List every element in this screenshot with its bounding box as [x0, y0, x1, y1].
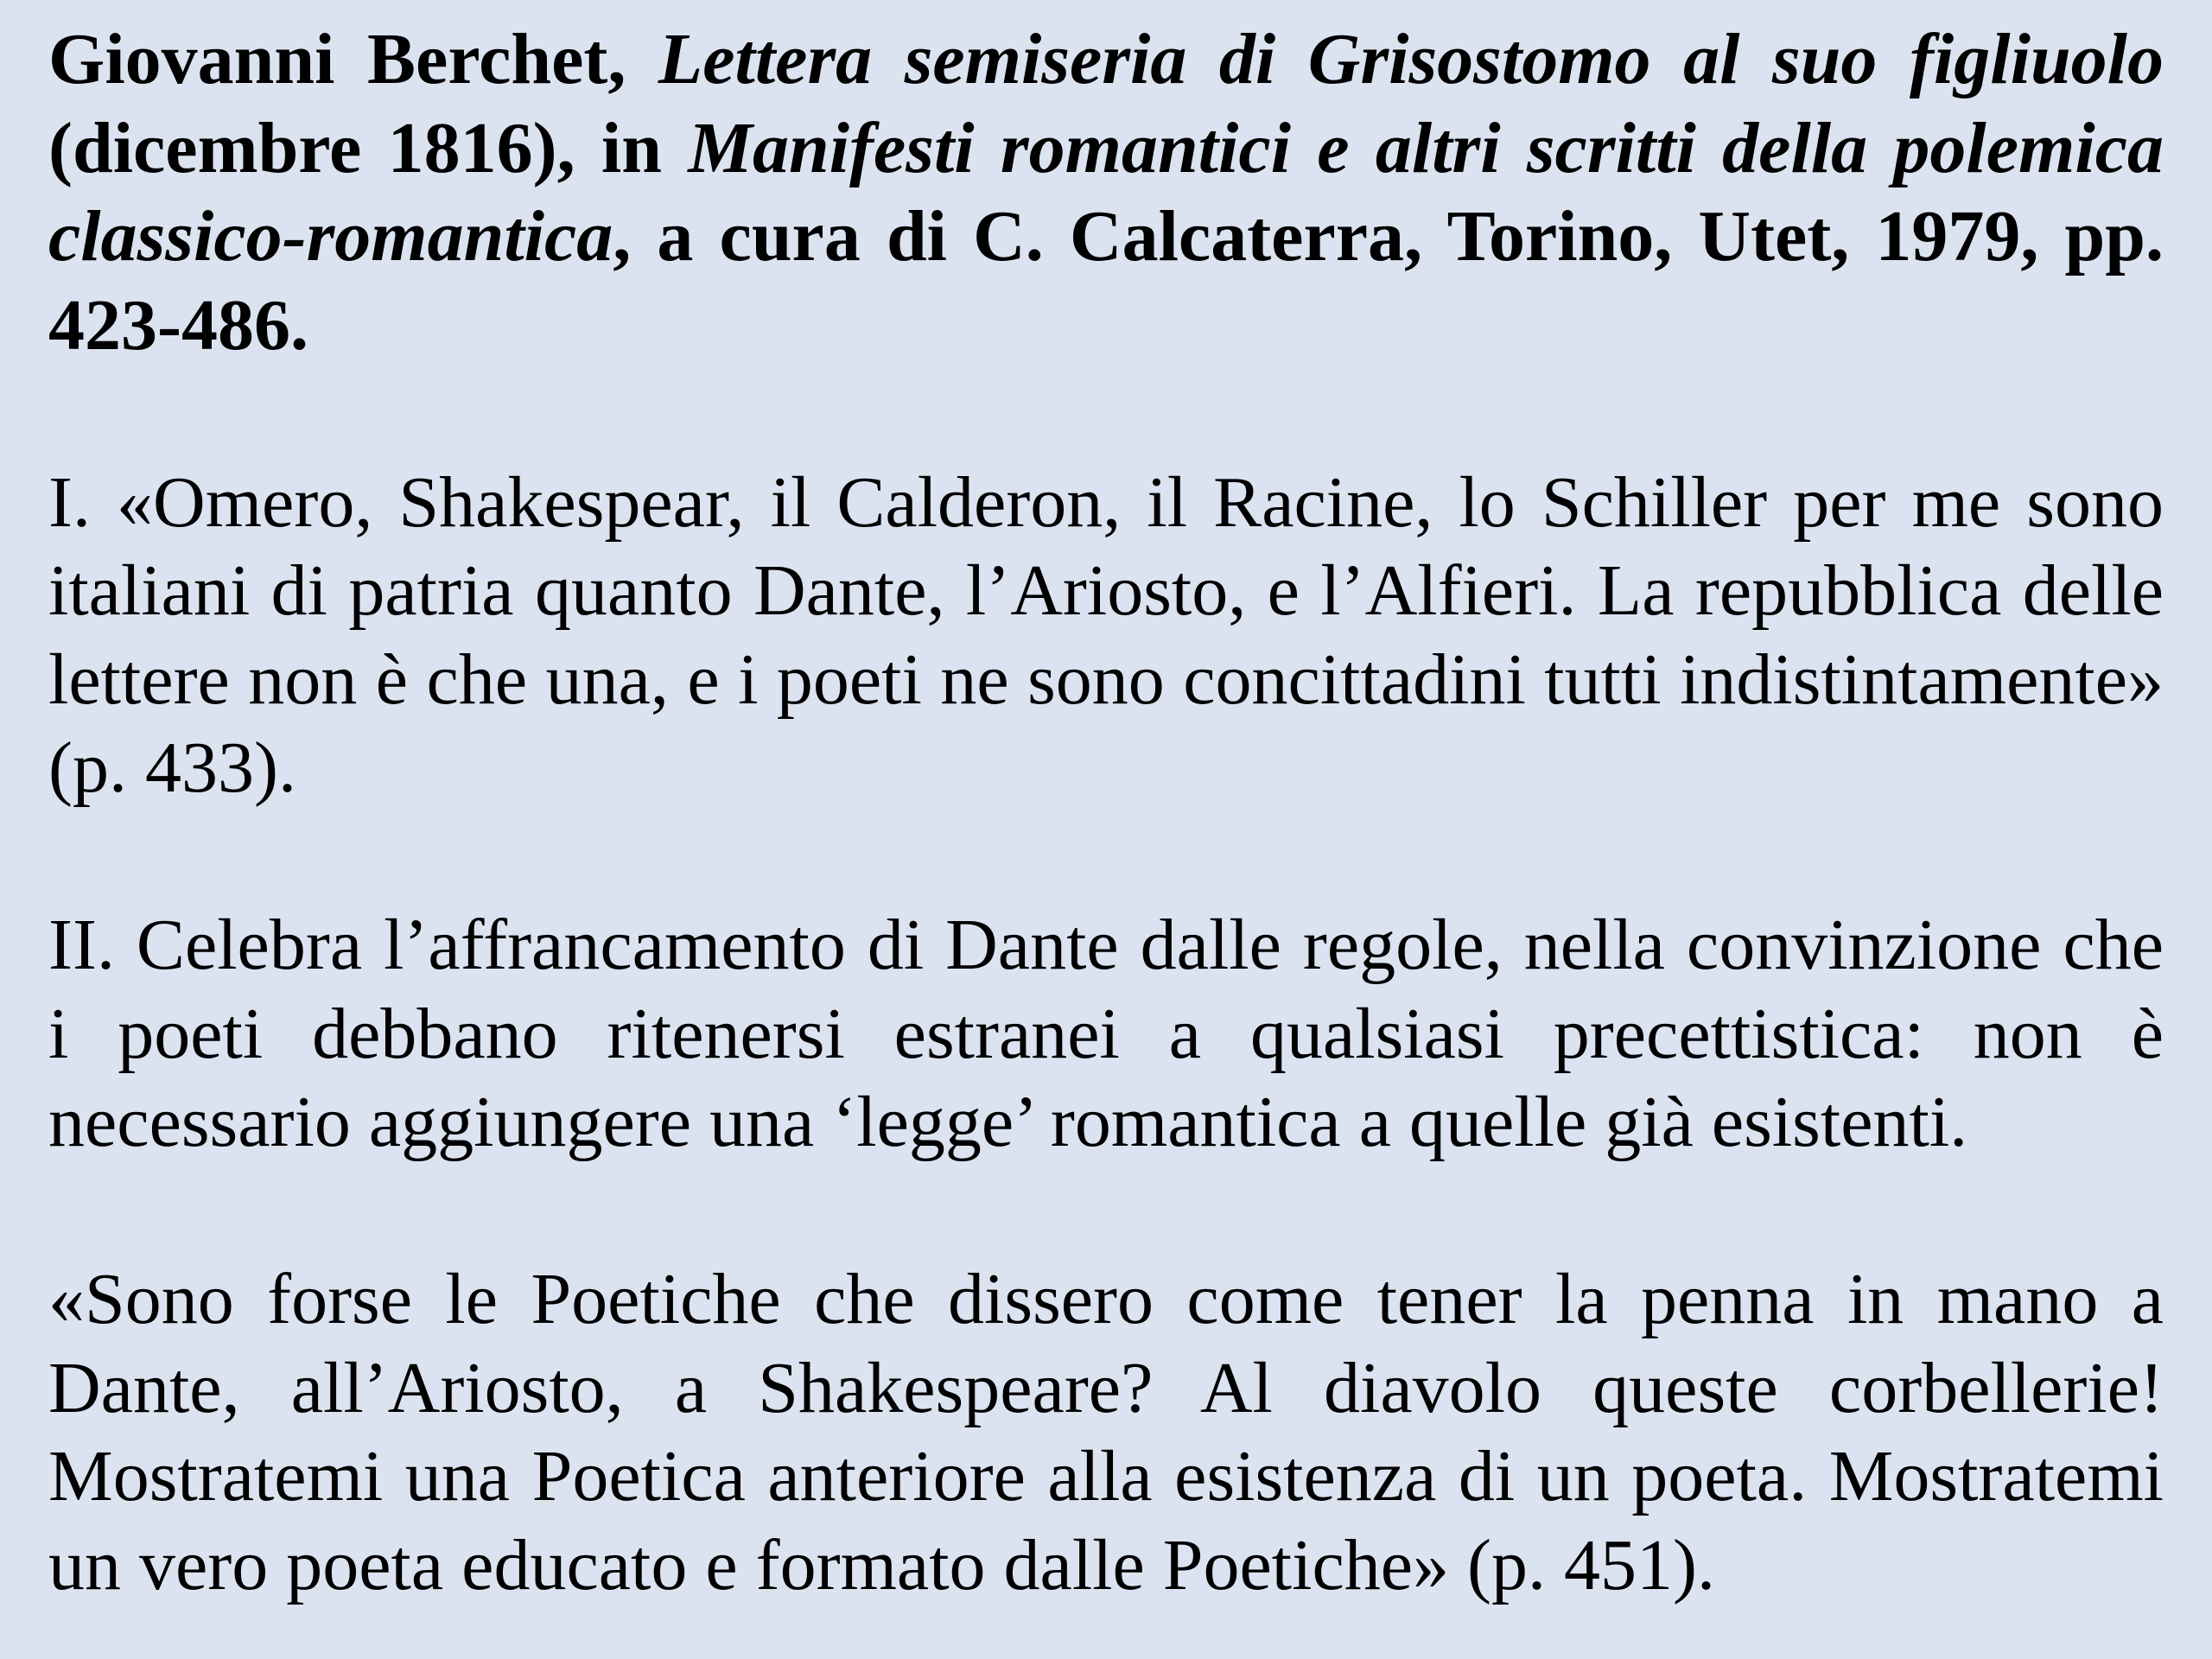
- reference-edition-text: , a cura di C. Calcaterra, Torino, Utet, 1979, pp. 423-486.: [48, 196, 2164, 365]
- text-block: [48, 16, 2164, 1610]
- reference-volume-title: Manifesti romantici e altri scritti della polemica classico-romantica: [48, 107, 2164, 276]
- bibliographic-reference: [48, 16, 2164, 370]
- reference-author: Giovanni Berchet,: [48, 19, 658, 99]
- paragraph-spacer: [48, 370, 2164, 459]
- paragraph-second-summary: II. Celebra l’affrancamento di Dante dalle regole, nella convinzione che i poeti debbano ritenersi estranei a qualsiasi precettistica: non è necessario aggiungere una ‘legge’ romantica a quelle già esistenti.: [48, 905, 2164, 1162]
- paragraph-third-quote: «Sono forse le Poetiche che dissero come tener la penna in mano a Dante, all’Ariosto, a Shakespeare? Al diavolo queste corbellerie! Mostratemi una Poetica anteriore alla esistenza di un poeta. Mostratemi un vero poeta educato e formato dalle Poetiche» (p. 451).: [48, 1259, 2164, 1605]
- paragraph-spacer: [48, 813, 2164, 902]
- reference-work-title: Lettera semiseria di Grisostomo al suo figliuolo: [658, 19, 2164, 99]
- paragraph-spacer: [48, 1167, 2164, 1256]
- reference-date-text: (dicembre 1816), in: [48, 107, 689, 188]
- paragraph-first-quote: I. «Omero, Shakespear, il Calderon, il Racine, lo Schiller per me sono italiani di patria quanto Dante, l’Ariosto, e l’Alfieri. La repubblica delle lettere non è che una, e i poeti ne sono concittadini tutti indistintamente» (p. 433).: [48, 461, 2164, 808]
